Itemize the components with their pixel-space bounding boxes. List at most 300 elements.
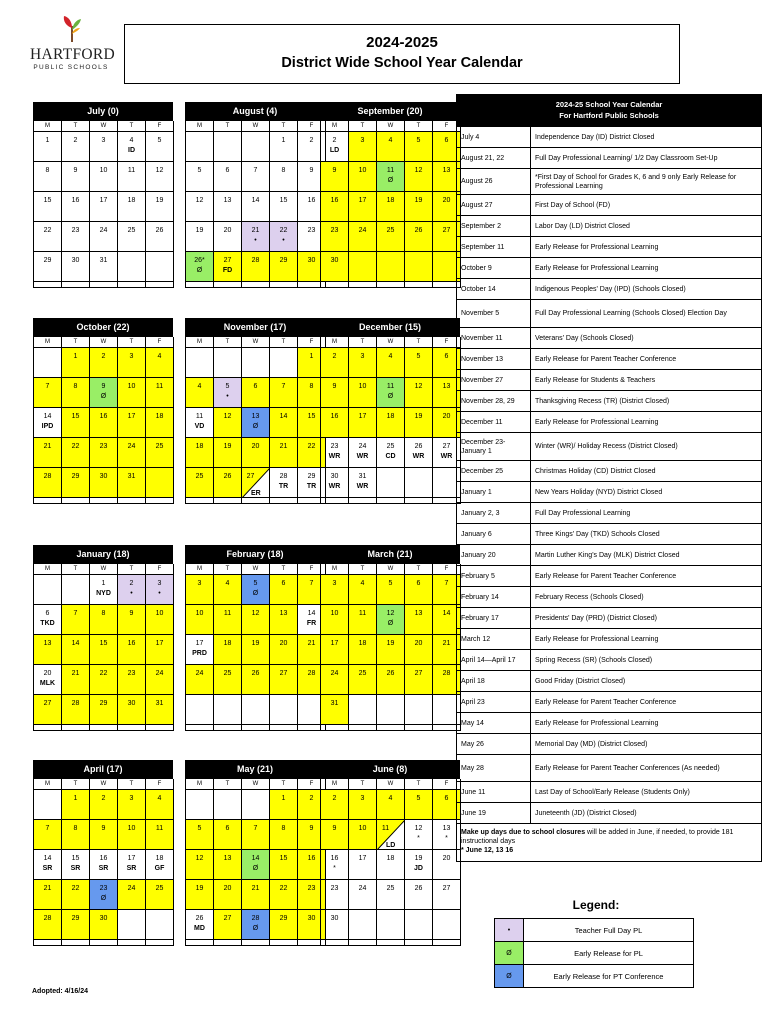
- spacer-cell: [62, 725, 90, 731]
- day-number: 12: [223, 413, 232, 420]
- event-description: Early Release for Professional Learning: [535, 719, 659, 727]
- event-row: [457, 147, 761, 168]
- early-release-icon: Ø: [196, 267, 203, 274]
- day-number: 22: [99, 670, 108, 677]
- month-january: [33, 545, 173, 731]
- day-cell: [34, 438, 62, 468]
- day-cell: [186, 850, 214, 880]
- day-cell: [405, 605, 433, 635]
- event-row: [457, 649, 761, 670]
- month-grid: [33, 778, 173, 946]
- weekday-header: F: [433, 779, 461, 790]
- day-code: LD: [329, 147, 340, 154]
- day-code: PRD: [192, 650, 207, 657]
- event-date: September 11: [457, 237, 531, 257]
- day-number: 2: [73, 137, 78, 144]
- empty-cell: [349, 252, 377, 282]
- day-number: 5: [225, 383, 230, 390]
- weekday-header: F: [298, 337, 326, 348]
- event-description: Early Release for Professional Learning: [535, 243, 659, 251]
- spacer-cell: [146, 498, 174, 504]
- weekday-header: M: [34, 337, 62, 348]
- event-date: October 9: [457, 258, 531, 278]
- day-cell: [90, 132, 118, 162]
- day-number: 29: [71, 473, 80, 480]
- event-date: July 4: [457, 127, 531, 147]
- day-cell: [321, 695, 349, 725]
- day-number: 11: [195, 413, 204, 420]
- month-header: August (4): [185, 102, 325, 120]
- weekday-header: W: [242, 564, 270, 575]
- day-number: 28: [307, 670, 316, 677]
- day-cell: [377, 348, 405, 378]
- marker-icon: •: [158, 590, 161, 597]
- day-cell: [90, 850, 118, 880]
- day-number: 13: [442, 167, 451, 174]
- day-cell: [405, 820, 433, 850]
- day-cell: [214, 910, 242, 940]
- event-date: November 5: [457, 300, 531, 327]
- weekday-header: T: [405, 121, 433, 132]
- day-cell: [242, 192, 270, 222]
- day-cell: [270, 910, 298, 940]
- weekday-header: W: [377, 337, 405, 348]
- spacer-cell: [349, 725, 377, 731]
- day-cell: [62, 635, 90, 665]
- day-code: JD: [414, 865, 423, 872]
- event-date: January 1: [457, 482, 531, 502]
- day-cell: [349, 635, 377, 665]
- spacer-cell: [90, 725, 118, 731]
- day-cell: [214, 850, 242, 880]
- weekday-header: F: [146, 779, 174, 790]
- weekday-header: F: [433, 564, 461, 575]
- day-cell: [377, 378, 405, 408]
- day-number: 6: [416, 580, 421, 587]
- day-cell: [90, 575, 118, 605]
- day-cell: [34, 162, 62, 192]
- day-cell: [146, 192, 174, 222]
- day-number: 13: [251, 413, 260, 420]
- early-release-icon: Ø: [100, 895, 107, 902]
- day-code: SR: [126, 865, 137, 872]
- day-code: IPD: [41, 423, 54, 430]
- day-number: 31: [330, 700, 339, 707]
- spacer-cell: [118, 498, 146, 504]
- day-number: 3: [101, 137, 106, 144]
- day-number: 16: [71, 197, 80, 204]
- day-cell: [270, 850, 298, 880]
- day-cell: [242, 665, 270, 695]
- day-cell: [270, 880, 298, 910]
- day-number: 29: [307, 473, 316, 480]
- day-number: 19: [223, 443, 232, 450]
- day-number: 15: [279, 197, 288, 204]
- day-code: ID: [128, 147, 135, 154]
- day-cell: [242, 605, 270, 635]
- day-number: 23: [99, 885, 108, 892]
- early-release-icon: Ø: [252, 925, 259, 932]
- day-number: 28: [251, 915, 260, 922]
- day-number: 1: [101, 580, 106, 587]
- event-row: [457, 299, 761, 327]
- day-cell: [214, 162, 242, 192]
- day-number: 11: [386, 383, 395, 390]
- day-cell: [146, 348, 174, 378]
- day-cell: [62, 162, 90, 192]
- day-cell: [242, 222, 270, 252]
- day-cell: [34, 880, 62, 910]
- day-cell: [405, 408, 433, 438]
- day-cell: [90, 378, 118, 408]
- day-number: 27: [43, 700, 52, 707]
- day-number: 29: [71, 915, 80, 922]
- event-row: [457, 327, 761, 348]
- event-description: Last Day of School/Early Release (Students Only): [535, 788, 690, 796]
- day-cell: [270, 162, 298, 192]
- month-grid: [185, 778, 325, 946]
- weekday-header: F: [146, 564, 174, 575]
- month-header: November (17): [185, 318, 325, 336]
- weekday-header: W: [90, 779, 118, 790]
- day-cell: [349, 192, 377, 222]
- day-cell: [146, 880, 174, 910]
- event-row: [457, 481, 761, 502]
- day-cell: [270, 192, 298, 222]
- day-cell: [90, 162, 118, 192]
- day-cell: [405, 222, 433, 252]
- day-number: 25: [195, 473, 204, 480]
- weekday-header: T: [270, 337, 298, 348]
- weekday-header: W: [90, 337, 118, 348]
- day-cell: [377, 575, 405, 605]
- day-number: 15: [99, 640, 108, 647]
- month-grid: [320, 778, 460, 946]
- day-cell: [62, 910, 90, 940]
- event-row: [457, 390, 761, 411]
- day-number: 29: [43, 257, 52, 264]
- weekday-header: T: [349, 779, 377, 790]
- day-number: 2: [101, 353, 106, 360]
- empty-cell: [118, 252, 146, 282]
- spacer-cell: [377, 940, 405, 946]
- day-number: 21: [442, 640, 451, 647]
- day-cell: [146, 635, 174, 665]
- weekday-header: F: [298, 121, 326, 132]
- spacer-cell: [214, 282, 242, 288]
- day-number: 24: [358, 885, 367, 892]
- weekday-header: T: [270, 779, 298, 790]
- event-date: May 26: [457, 734, 531, 754]
- event-row: [457, 712, 761, 733]
- day-cell: [405, 192, 433, 222]
- day-cell: [34, 910, 62, 940]
- spacer-cell: [405, 498, 433, 504]
- spacer-cell: [321, 282, 349, 288]
- day-number: 19: [195, 885, 204, 892]
- event-row: [457, 278, 761, 299]
- day-cell: [349, 575, 377, 605]
- weekday-header: W: [242, 779, 270, 790]
- day-cell: [405, 162, 433, 192]
- day-number: 24: [358, 227, 367, 234]
- day-cell: [146, 162, 174, 192]
- event-date: March 12: [457, 629, 531, 649]
- day-number: 30: [99, 473, 108, 480]
- empty-cell: [146, 910, 174, 940]
- day-number: 29: [99, 700, 108, 707]
- event-date: December 25: [457, 461, 531, 481]
- events-title-2: For Hartford Public Schools: [559, 111, 659, 120]
- event-date: September 2: [457, 216, 531, 236]
- event-row: [457, 168, 761, 194]
- day-number: 4: [157, 353, 162, 360]
- day-number: 9: [101, 383, 106, 390]
- event-date: May 28: [457, 755, 531, 781]
- day-number: 31: [127, 473, 136, 480]
- logo-name: HARTFORD: [30, 46, 116, 63]
- legend-row: [495, 919, 693, 942]
- spacer-cell: [405, 725, 433, 731]
- day-cell: [242, 378, 270, 408]
- month-september: [320, 102, 460, 288]
- day-number: 3: [129, 795, 134, 802]
- day-number: 6: [45, 610, 50, 617]
- spacer-cell: [242, 725, 270, 731]
- day-cell: [90, 252, 118, 282]
- day-number: 19: [414, 413, 423, 420]
- day-cell: [321, 378, 349, 408]
- day-number: 28: [442, 670, 451, 677]
- day-number: 12: [195, 855, 204, 862]
- event-date: November 13: [457, 349, 531, 369]
- day-number: 11: [155, 383, 164, 390]
- day-cell: [186, 605, 214, 635]
- day-cell: [90, 192, 118, 222]
- day-cell: [270, 132, 298, 162]
- empty-cell: [242, 695, 270, 725]
- day-number: 24: [99, 227, 108, 234]
- day-number: 11: [223, 610, 232, 617]
- legend-label: Early Release for PT Conference: [553, 971, 664, 981]
- event-description: Early Release for Parent Teacher Conference: [535, 355, 677, 363]
- spacer-cell: [242, 940, 270, 946]
- month-grid: [320, 120, 460, 288]
- day-cell: [270, 222, 298, 252]
- day-cell: [34, 635, 62, 665]
- weekday-header: T: [118, 121, 146, 132]
- day-number: 23: [99, 443, 108, 450]
- day-cell: [242, 162, 270, 192]
- day-cell: [146, 665, 174, 695]
- day-number: 17: [99, 197, 108, 204]
- day-cell: [62, 820, 90, 850]
- day-number: 5: [416, 795, 421, 802]
- day-number: 20: [223, 885, 232, 892]
- day-cell: [377, 790, 405, 820]
- day-number: 19: [386, 640, 395, 647]
- event-description: Full Day Professional Learning/ 1/2 Day Classroom Set-Up: [535, 154, 718, 162]
- day-number: 5: [388, 580, 393, 587]
- empty-cell: [433, 910, 461, 940]
- day-cell: [321, 665, 349, 695]
- day-number: 2: [309, 795, 314, 802]
- weekday-header: M: [34, 779, 62, 790]
- month-december: [320, 318, 460, 504]
- day-code: MLK: [39, 680, 56, 687]
- day-number: 26: [223, 473, 232, 480]
- day-number: 2: [332, 795, 337, 802]
- day-cell: [242, 820, 270, 850]
- weekday-header: T: [214, 337, 242, 348]
- day-cell: [321, 850, 349, 880]
- events-title-1: 2024-25 School Year Calendar: [555, 100, 663, 109]
- day-number: 13: [43, 640, 52, 647]
- weekday-header: T: [62, 337, 90, 348]
- day-number: 30: [307, 915, 316, 922]
- spacer-cell: [146, 940, 174, 946]
- day-cell: [34, 468, 62, 498]
- early-release-icon: Ø: [100, 393, 107, 400]
- event-description: Early Release for Students & Teachers: [535, 376, 656, 384]
- day-cell: [270, 378, 298, 408]
- early-release-icon: Ø: [252, 590, 259, 597]
- day-cell: [214, 252, 242, 282]
- day-cell: [214, 605, 242, 635]
- day-number: 25: [127, 227, 136, 234]
- event-description: Thanksgiving Recess (TR) (District Closed): [535, 397, 670, 405]
- day-cell: [186, 910, 214, 940]
- weekday-header: W: [377, 779, 405, 790]
- day-cell: [377, 192, 405, 222]
- day-number: 31: [155, 700, 164, 707]
- day-cell: [118, 438, 146, 468]
- day-cell: [214, 408, 242, 438]
- weekday-header: W: [242, 337, 270, 348]
- day-number: 14: [71, 640, 80, 647]
- day-cell: [34, 222, 62, 252]
- day-number: 18: [195, 443, 204, 450]
- day-cell: [321, 408, 349, 438]
- empty-cell: [242, 348, 270, 378]
- event-description: Martin Luther King's Day (MLK) District Closed: [535, 551, 680, 559]
- spacer-cell: [377, 282, 405, 288]
- event-description: Spring Recess (SR) (Schools Closed): [535, 656, 653, 664]
- makeup-note: [457, 823, 761, 861]
- day-cell: [62, 695, 90, 725]
- day-cell: [118, 192, 146, 222]
- day-cell: [405, 438, 433, 468]
- day-cell: [242, 850, 270, 880]
- month-october: [33, 318, 173, 504]
- weekday-header: M: [186, 121, 214, 132]
- empty-cell: [377, 695, 405, 725]
- weekday-header: W: [377, 121, 405, 132]
- day-number: 24: [195, 670, 204, 677]
- spacer-cell: [349, 282, 377, 288]
- day-number: 18: [358, 640, 367, 647]
- empty-cell: [186, 695, 214, 725]
- day-cell: [405, 348, 433, 378]
- legend-swatch: Ø: [495, 965, 524, 987]
- day-cell: [321, 790, 349, 820]
- day-number: 25: [155, 443, 164, 450]
- day-number: 18: [386, 197, 395, 204]
- day-number: 6: [225, 167, 230, 174]
- day-cell: [62, 605, 90, 635]
- event-description: Early Release for Professional Learning: [535, 418, 659, 426]
- weekday-header: M: [321, 779, 349, 790]
- day-code: FD: [222, 267, 233, 274]
- event-description: New Years Holiday (NYD) District Closed: [535, 488, 663, 496]
- day-number: 10: [99, 167, 108, 174]
- day-number: 5: [157, 137, 162, 144]
- marker-icon: •: [130, 590, 133, 597]
- day-cell: [349, 820, 377, 850]
- day-number: 23: [330, 443, 339, 450]
- day-number: 27: [442, 227, 451, 234]
- day-cell: [214, 635, 242, 665]
- event-row: [457, 257, 761, 278]
- event-description: Full Day Professional Learning (Schools Closed) Election Day: [535, 310, 727, 317]
- day-number: 14: [307, 610, 316, 617]
- spacer-cell: [242, 282, 270, 288]
- day-number: 4: [388, 353, 393, 360]
- spacer-cell: [214, 498, 242, 504]
- day-number: 24: [127, 885, 136, 892]
- event-date: April 23: [457, 692, 531, 712]
- day-number: 27: [223, 915, 232, 922]
- spacer-cell: [321, 940, 349, 946]
- day-number: 14: [279, 413, 288, 420]
- day-cell: [90, 820, 118, 850]
- day-number: 25: [155, 885, 164, 892]
- event-date: April 14—April 17: [457, 650, 531, 670]
- day-number: 4: [360, 580, 365, 587]
- day-cell: [270, 438, 298, 468]
- day-number: 15: [71, 413, 80, 420]
- day-number: 22: [43, 227, 52, 234]
- spacer-cell: [433, 940, 461, 946]
- spacer-cell: [34, 940, 62, 946]
- day-number: 1: [73, 795, 78, 802]
- day-number: 4: [388, 795, 393, 802]
- day-cell: [62, 438, 90, 468]
- day-cell: [405, 575, 433, 605]
- event-description: Good Friday (District Closed): [535, 677, 626, 685]
- day-cell: [34, 695, 62, 725]
- day-number: 2: [309, 137, 314, 144]
- day-cell: [321, 222, 349, 252]
- makeup-note-dates: * June 12, 13 16: [461, 847, 514, 854]
- event-description: Early Release for Professional Learning: [535, 264, 659, 272]
- marker-icon: •: [254, 237, 257, 244]
- day-number: 1: [73, 353, 78, 360]
- day-number: 4: [157, 795, 162, 802]
- day-number: 8: [281, 167, 286, 174]
- weekday-header: F: [433, 121, 461, 132]
- empty-cell: [377, 252, 405, 282]
- day-cell: [186, 820, 214, 850]
- day-cell: [349, 348, 377, 378]
- spacer-cell: [186, 498, 214, 504]
- day-cell: [377, 605, 405, 635]
- day-cell: [146, 850, 174, 880]
- day-number: 13: [414, 610, 423, 617]
- day-number: 25: [358, 670, 367, 677]
- day-number: 19: [251, 640, 260, 647]
- day-code: SR: [42, 865, 53, 872]
